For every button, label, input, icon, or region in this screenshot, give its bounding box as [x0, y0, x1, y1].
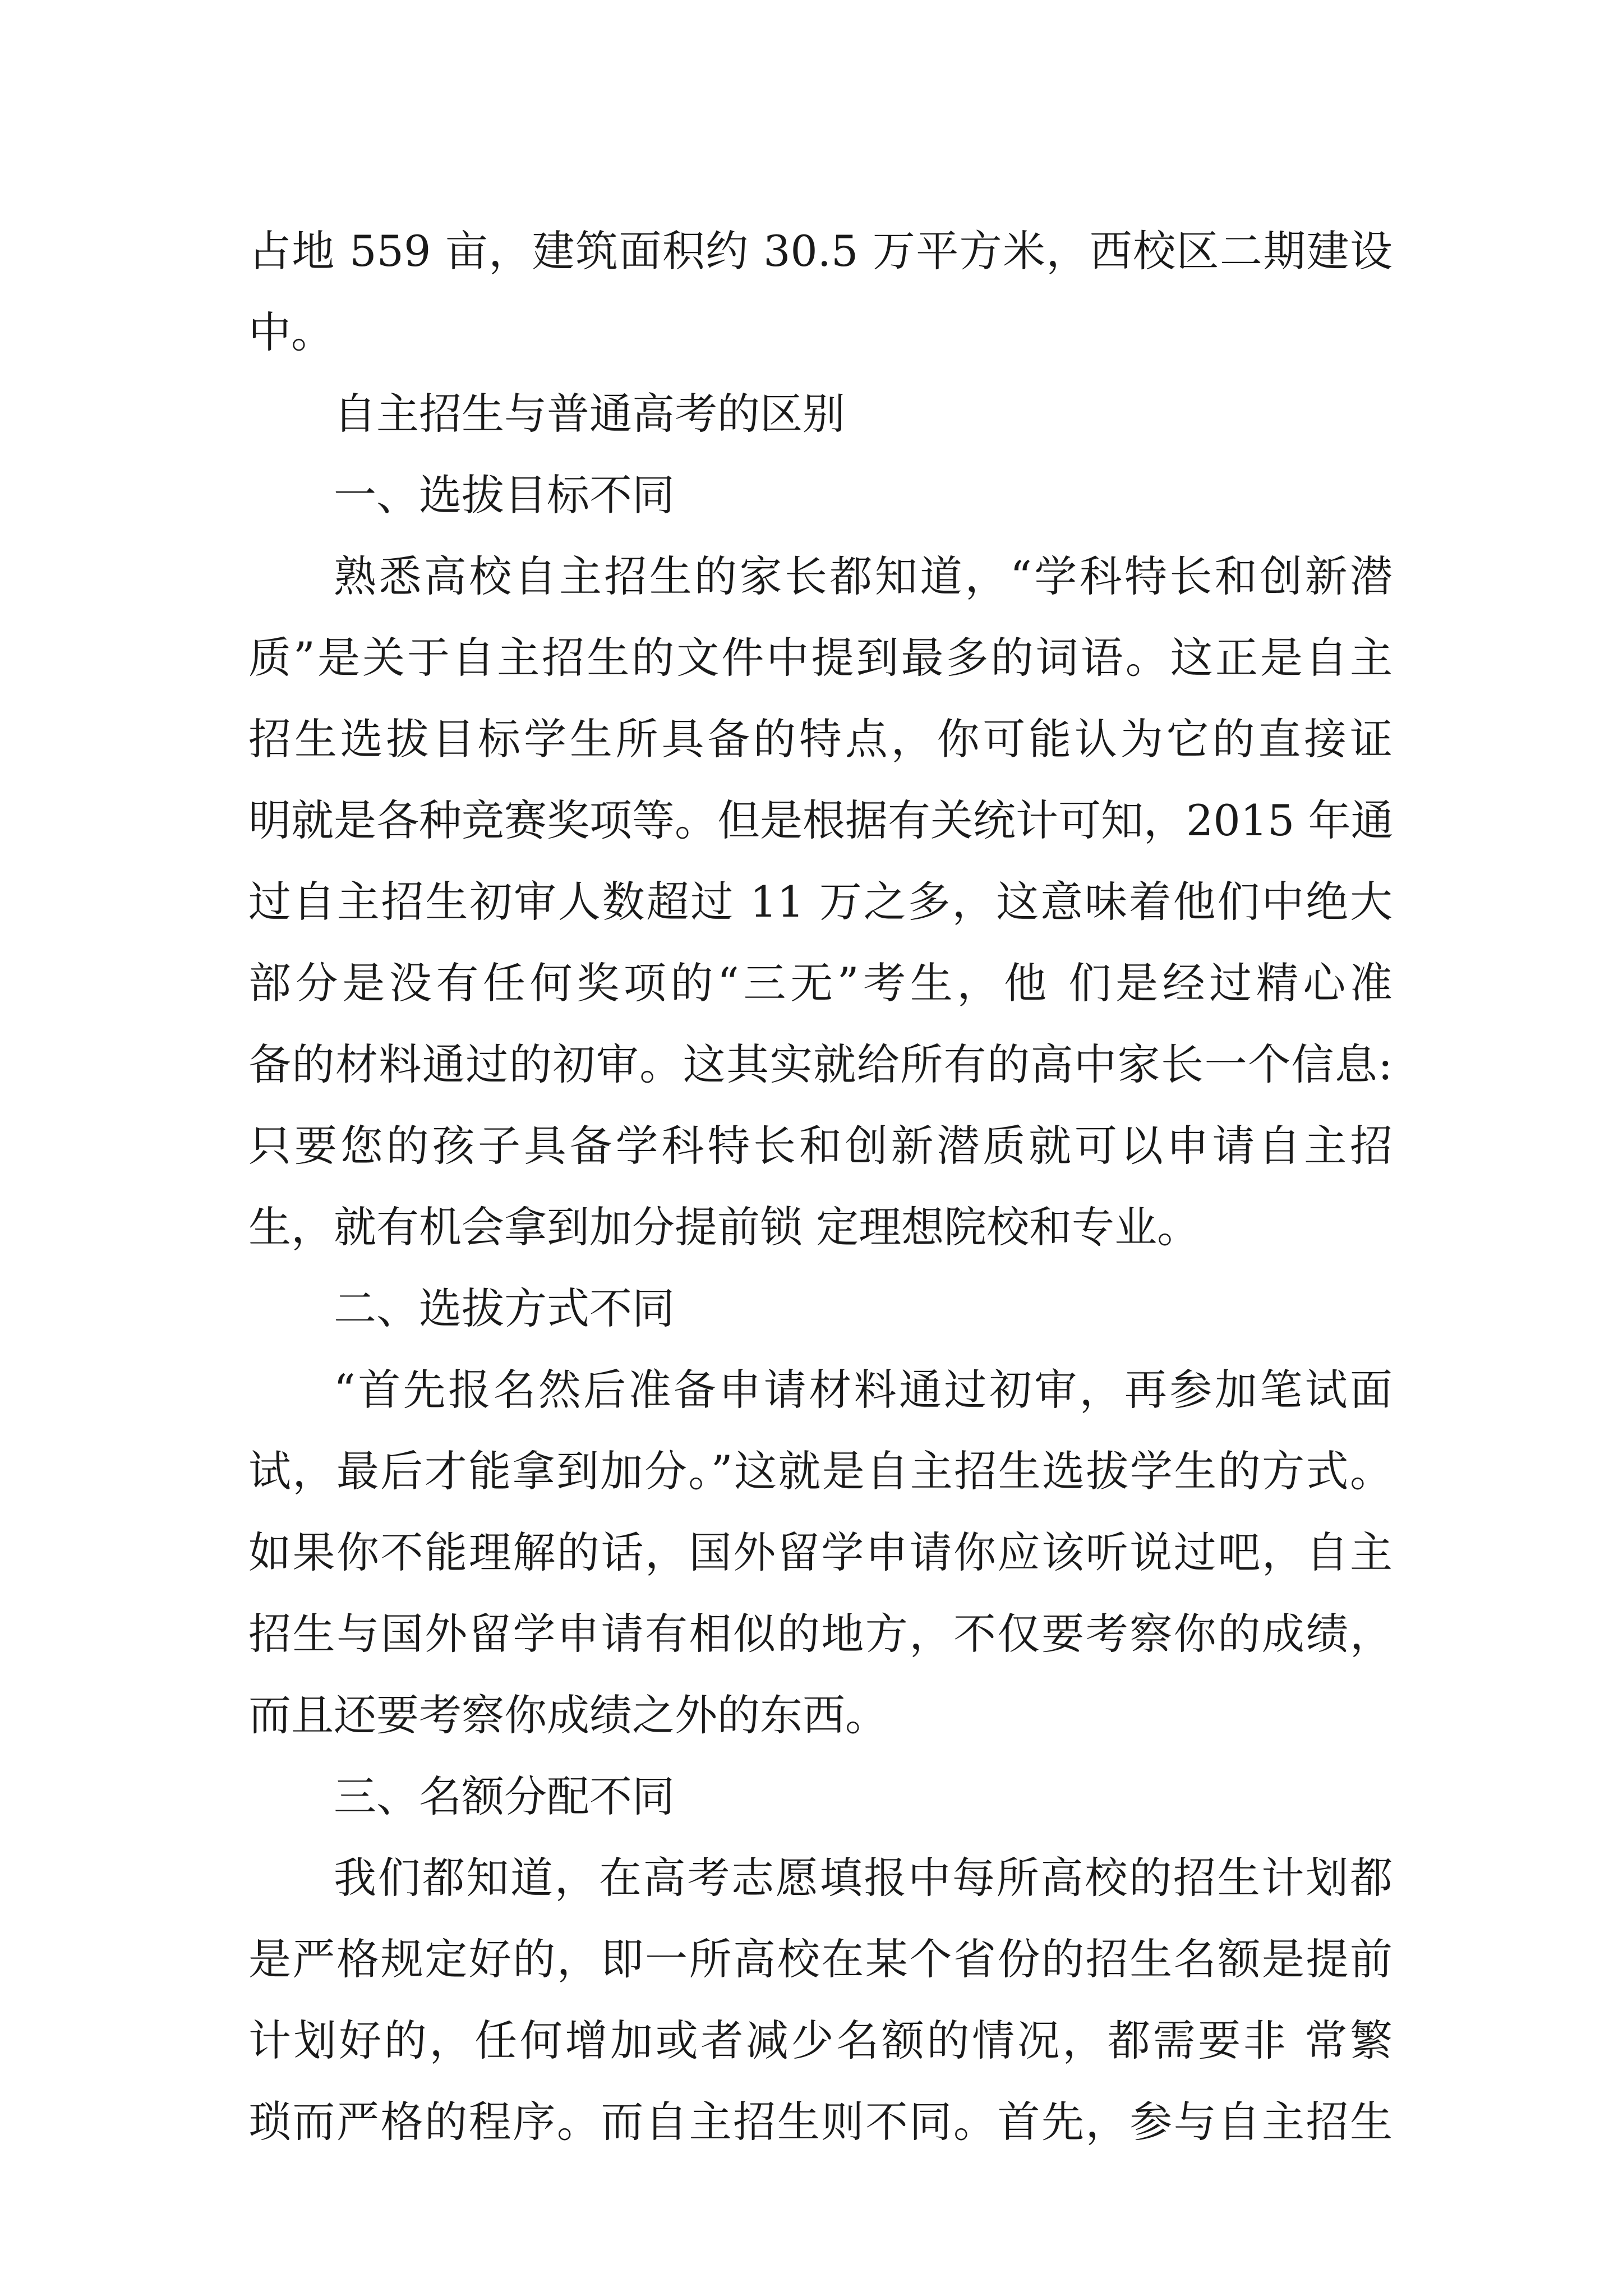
document-line: 只要您的孩子具备学科特长和创新潜质就可以申请自主招 [248, 1121, 1393, 1171]
document-body [248, 210, 1393, 2162]
document-line: 琐而严格的程序。而自主招生则不同。首先，参与自主招生 [248, 2097, 1393, 2147]
document-line: 而且还要考察你成绩之外的东西。 [248, 1690, 888, 1740]
document-line: 占地 559 亩，建筑面积约 30.5 万平方米，西校区二期建设 [248, 226, 1393, 276]
document-line: 试，最后才能拿到加分。”这就是自主招生选拔学生的方式。 [248, 1446, 1393, 1496]
document-line: 三、名额分配不同 [334, 1772, 675, 1821]
document-line: 生，就有机会拿到加分提前锁 定理想院校和专业。 [248, 1202, 1200, 1252]
document-line: 自主招生与普通高考的区别 [334, 389, 845, 439]
document-line: 如果你不能理解的话，国外留学申请你应该听说过吧，自主 [248, 1527, 1393, 1577]
document-line: 备的材料通过的初审。这其实就给所有的高中家长一个信息: [248, 1039, 1393, 1089]
document-line: 招生选拔目标学生所具备的特点，你可能认为它的直接证 [248, 714, 1393, 764]
document-line: 计划好的，任何增加或者减少名额的情况，都需要非 常繁 [248, 2016, 1393, 2065]
document-line: 中。 [248, 307, 334, 357]
document-line: 质”是关于自主招生的文件中提到最多的词语。这正是自主 [248, 633, 1393, 683]
document-line: 过自主招生初审人数超过 11 万之多，这意味着他们中绝大 [248, 877, 1393, 927]
document-line: 招生与国外留学申请有相似的地方，不仅要考察你的成绩， [248, 1609, 1393, 1659]
document-line: 明就是各种竞赛奖项等。但是根据有关统计可知，2015 年通 [248, 795, 1394, 845]
document-line: 是严格规定好的，即一所高校在某个省份的招生名额是提前 [248, 1934, 1393, 1984]
document-line: 部分是没有任何奖项的“三无”考生，他 们是经过精心准 [248, 958, 1393, 1008]
document-line: 我们都知道，在高考志愿填报中每所高校的招生计划都 [334, 1853, 1393, 1903]
document-line: 二、选拔方式不同 [334, 1283, 675, 1333]
document-line: 熟悉高校自主招生的家长都知道，“学科特长和创新潜 [334, 551, 1393, 601]
document-line: 一、选拔目标不同 [334, 470, 675, 520]
document-line: “首先报名然后准备申请材料通过初审，再参加笔试面 [334, 1365, 1393, 1415]
